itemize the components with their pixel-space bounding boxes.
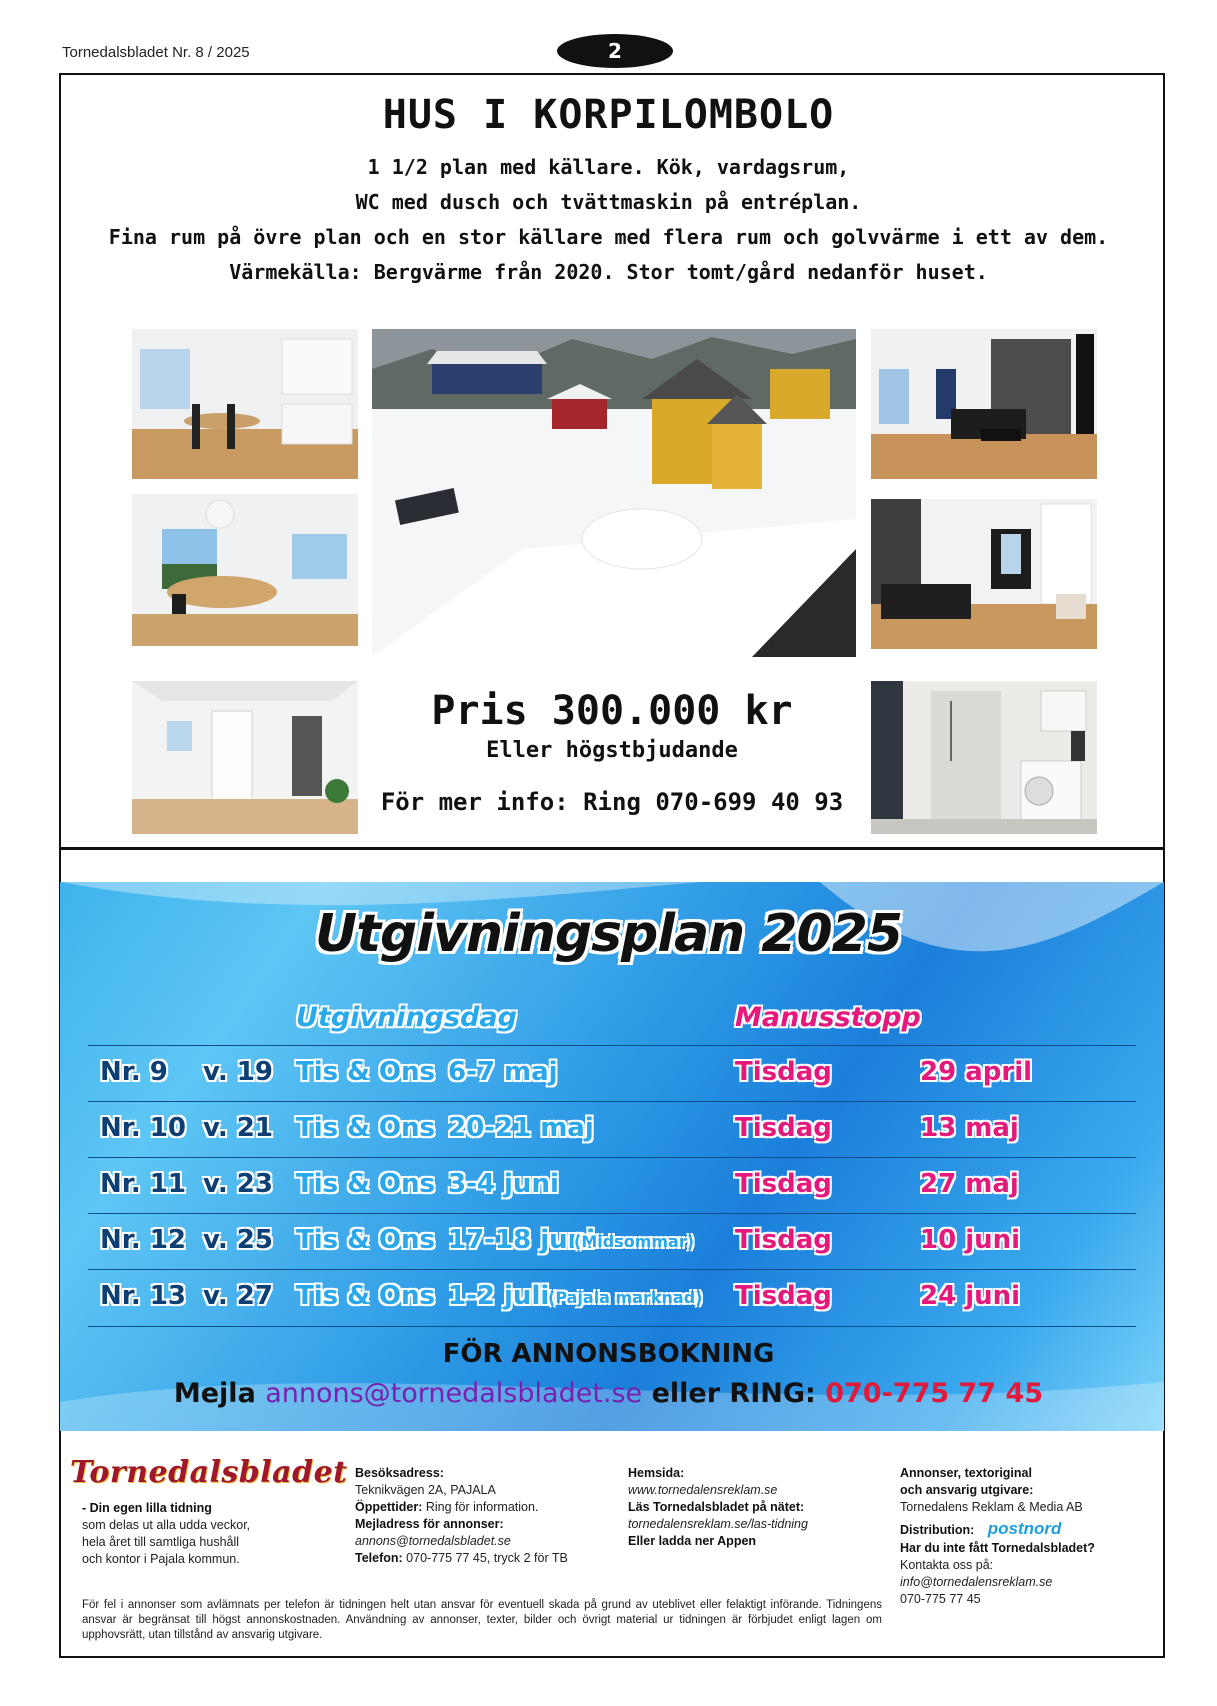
missing-email-link[interactable]: info@tornedalensreklam.se xyxy=(900,1575,1053,1589)
deadline-date: 29 april xyxy=(920,1057,1033,1087)
issue-number: Nr. 9 xyxy=(100,1057,168,1087)
phone-value: 070-775 77 45, tryck 2 för TB xyxy=(406,1551,568,1565)
booking-line xyxy=(0,1378,1217,1409)
deadline-date: 10 juni xyxy=(920,1225,1021,1255)
issue-week: v. 25 xyxy=(203,1225,273,1255)
schedule-row xyxy=(88,1101,1136,1158)
issue-note: (Pajala marknad) xyxy=(548,1288,703,1307)
tagline-text-3: och kontor i Pajala kommun. xyxy=(82,1552,240,1566)
issue-dates: 1-2 juli xyxy=(448,1281,550,1311)
living-room-photo-2 xyxy=(871,499,1097,649)
publisher-block xyxy=(900,1465,1160,1608)
web-block xyxy=(628,1465,868,1550)
issue-week: v. 27 xyxy=(203,1281,273,1311)
web-value-link[interactable]: www.tornedalensreklam.se xyxy=(628,1483,778,1497)
issue-dates: 6-7 maj xyxy=(448,1057,558,1087)
web-label: Hemsida: xyxy=(628,1466,685,1480)
mail-label: Mejladress för annonser: xyxy=(355,1517,504,1531)
column-release-day: Utgivningsdag xyxy=(296,1002,517,1033)
issue-number: Nr. 12 xyxy=(100,1225,186,1255)
issue-days: Tis & Ons xyxy=(296,1169,435,1199)
read-value-link[interactable]: tornedalensreklam.se/las-tidning xyxy=(628,1517,808,1531)
disclaimer-text: För fel i annonser som avlämnats per telefon är tidningen helt utan ansvar för eventuell skada på grund av uteblivet eller felaktigt införande. Tidningens ansvar är begränsat till högst annonskostnaden. Användning av annonser, texter, bilder och övrigt material ur tidningen är förbjudet enligt lagen om upphovsrätt, utan tillstånd av ansvarig utgivare. xyxy=(82,1599,882,1641)
schedule-row xyxy=(88,1157,1136,1214)
booking-mid: eller RING: xyxy=(651,1378,816,1409)
issue-dates: 17-18 juni xyxy=(448,1225,596,1255)
issue-dates: 20-21 maj xyxy=(448,1113,594,1143)
house-ad-line-4: Värmekälla: Bergvärme från 2020. Stor tomt/gård nedanför huset. xyxy=(229,260,988,284)
publisher-label-1: Annonser, textoriginal xyxy=(900,1466,1032,1480)
tagline-text-2: hela året till samtliga hushåll xyxy=(82,1535,240,1549)
issue-number: Nr. 13 xyxy=(100,1281,186,1311)
living-room-photo-1 xyxy=(871,329,1097,479)
app-text: Eller ladda ner Appen xyxy=(628,1534,757,1548)
booking-email-link[interactable]: annons@tornedalsbladet.se xyxy=(265,1378,643,1409)
house-exterior-photo xyxy=(372,329,856,657)
house-contact: För mer info: Ring 070-699 40 93 xyxy=(380,788,844,816)
deadline-day: Tisdag xyxy=(735,1113,832,1143)
tagline: - Din egen lilla tidning xyxy=(82,1501,212,1515)
issue-days: Tis & Ons xyxy=(296,1057,435,1087)
house-ad-line-3: Fina rum på övre plan och en stor källare med flera rum och golvvärme i ett av dem. xyxy=(108,225,1109,249)
hours-label: Öppettider: xyxy=(355,1500,423,1514)
booking-prefix: Mejla xyxy=(173,1378,256,1409)
tagline-block xyxy=(82,1500,302,1568)
mail-value-link[interactable]: annons@tornedalsbladet.se xyxy=(355,1534,511,1548)
missing-label: Har du inte fått Tornedalsbladet? xyxy=(900,1541,1095,1555)
publisher-label-2: och ansvarig utgivare: xyxy=(900,1483,1034,1497)
bathroom-photo xyxy=(871,681,1097,834)
house-ad-title: HUS I KORPILOMBOLO xyxy=(382,92,835,138)
hours-value: Ring för information. xyxy=(425,1500,539,1514)
publication-issue: Tornedalsbladet Nr. 8 / 2025 xyxy=(62,44,250,61)
issue-days: Tis & Ons xyxy=(296,1225,435,1255)
missing-phone: 070-775 77 45 xyxy=(900,1592,981,1606)
kitchen-photo-1 xyxy=(132,329,358,479)
deadline-day: Tisdag xyxy=(735,1281,832,1311)
issue-days: Tis & Ons xyxy=(296,1113,435,1143)
issue-dates: 3-4 juni xyxy=(448,1169,559,1199)
house-ad-line-1: 1 1/2 plan med källare. Kök, vardagsrum, xyxy=(367,155,850,179)
column-deadline: Manusstopp xyxy=(735,1002,921,1033)
hallway-photo xyxy=(132,681,358,834)
booking-heading: FÖR ANNONSBOKNING xyxy=(442,1339,775,1369)
deadline-day: Tisdag xyxy=(735,1225,832,1255)
read-label: Läs Tornedalsbladet på nätet: xyxy=(628,1500,805,1514)
issue-days: Tis & Ons xyxy=(296,1281,435,1311)
house-price: Pris 300.000 kr xyxy=(431,688,793,734)
deadline-date: 27 maj xyxy=(920,1169,1019,1199)
booking-phone: 070-775 77 45 xyxy=(825,1378,1044,1409)
phone-label: Telefon: xyxy=(355,1551,403,1565)
deadline-day: Tisdag xyxy=(735,1169,832,1199)
issue-note: (Midsommar) xyxy=(574,1232,695,1251)
issue-week: v. 21 xyxy=(203,1113,273,1143)
kitchen-photo-2 xyxy=(132,494,358,646)
schedule-row xyxy=(88,1045,1136,1102)
issue-week: v. 23 xyxy=(203,1169,273,1199)
deadline-date: 13 maj xyxy=(920,1113,1019,1143)
tornedalsbladet-logo: Tornedalsbladet xyxy=(70,1455,348,1490)
deadline-date: 24 juni xyxy=(920,1281,1021,1311)
issue-week: v. 19 xyxy=(203,1057,273,1087)
house-ad-line-2: WC med dusch och tvättmaskin på entréplan. xyxy=(355,190,862,214)
visit-label: Besöksadress: xyxy=(355,1466,444,1480)
schedule-title: Utgivningsplan 2025 xyxy=(314,904,903,964)
schedule-row xyxy=(88,1213,1136,1270)
visit-value: Teknikvägen 2A, PAJALA xyxy=(355,1483,496,1497)
tagline-text-1: som delas ut alla udda veckor, xyxy=(82,1518,251,1532)
page-number: 2 xyxy=(557,34,673,68)
house-price-alternative: Eller högstbjudande xyxy=(486,738,738,763)
issue-number: Nr. 11 xyxy=(100,1169,186,1199)
missing-text: Kontakta oss på: xyxy=(900,1558,994,1572)
distribution-label: Distribution: xyxy=(900,1523,975,1537)
contact-block xyxy=(355,1465,615,1567)
deadline-day: Tisdag xyxy=(735,1057,832,1087)
publisher-value: Tornedalens Reklam & Media AB xyxy=(900,1500,1083,1514)
postnord-logo: postnord xyxy=(987,1519,1062,1538)
issue-number: Nr. 10 xyxy=(100,1113,186,1143)
schedule-row xyxy=(88,1269,1136,1327)
